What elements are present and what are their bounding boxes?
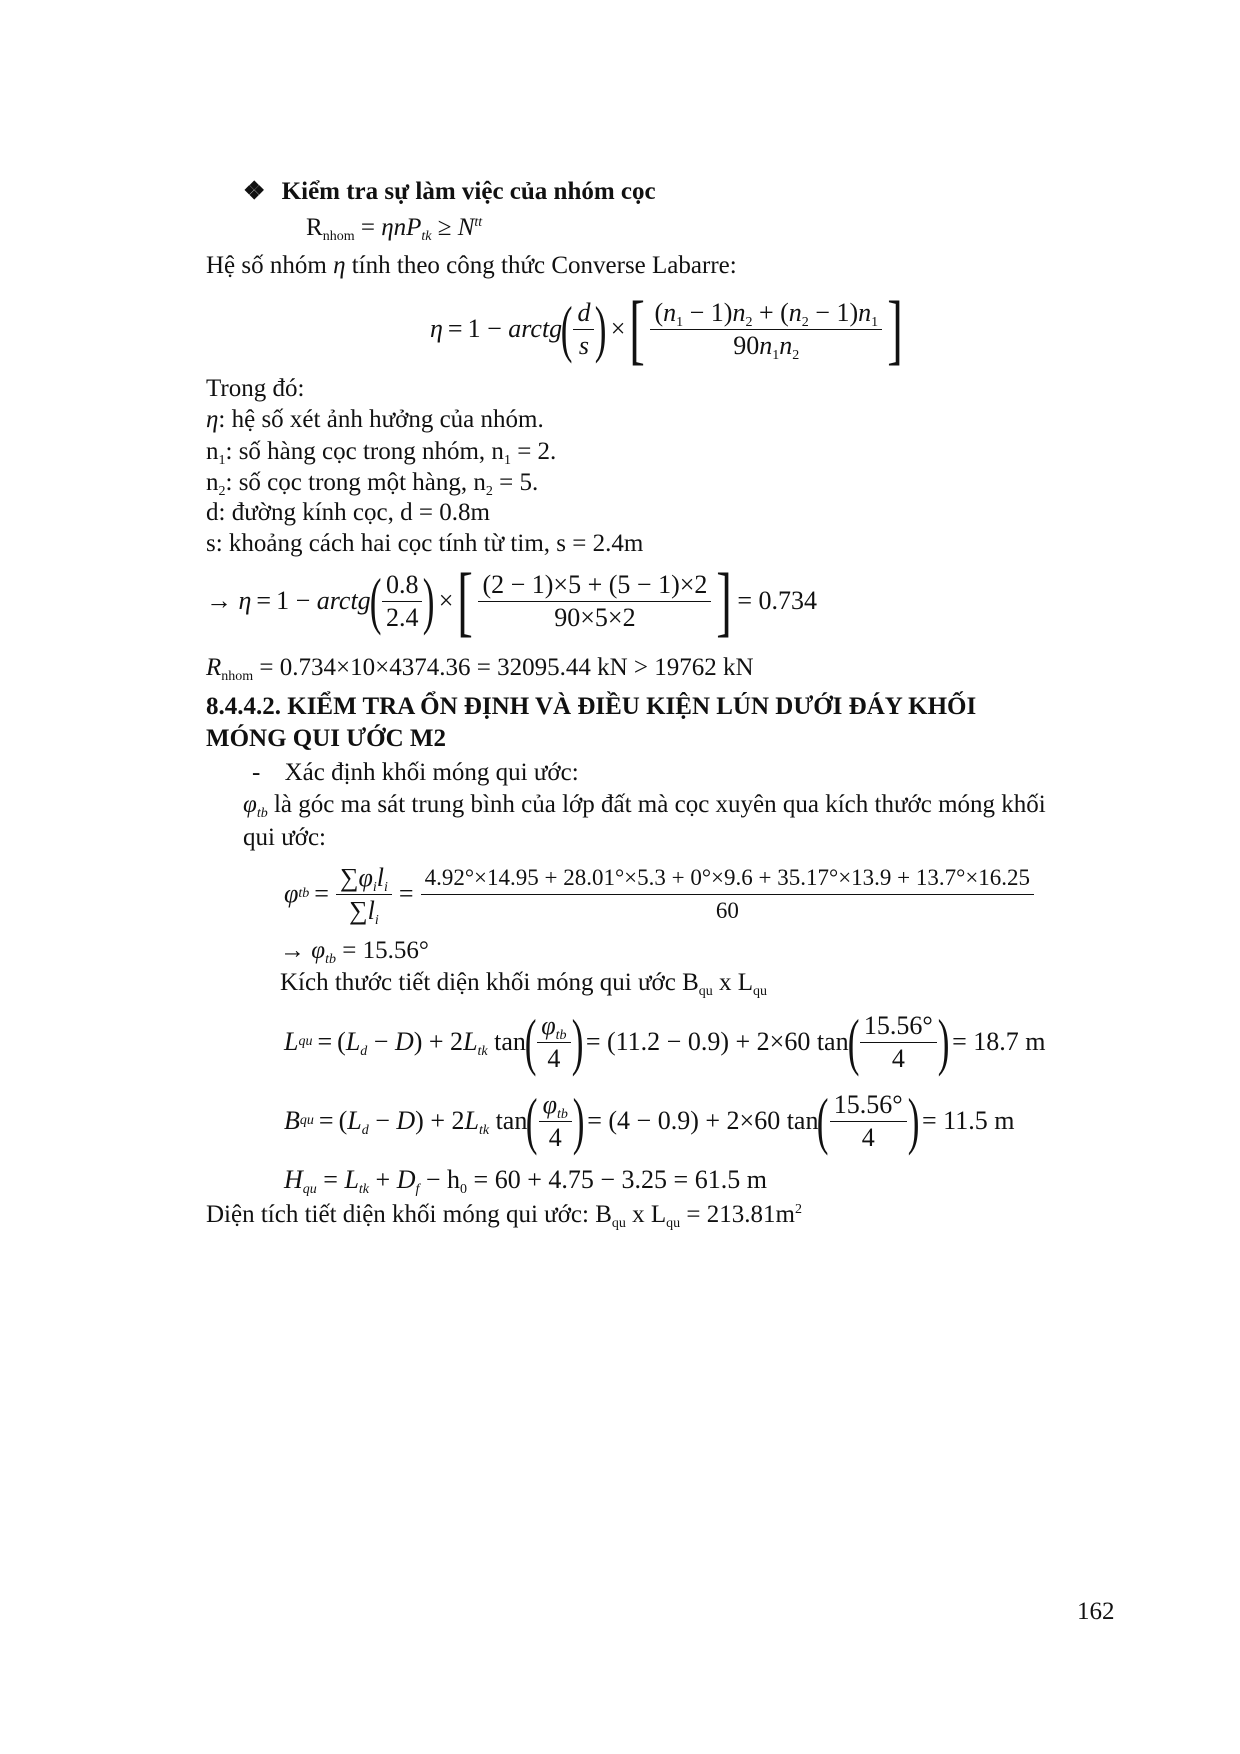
determine-text: Xác định khối móng qui ước: bbox=[284, 759, 579, 786]
intro-line bbox=[206, 250, 737, 282]
section2-title-line2: MÓNG QUI ƯỚC M2 bbox=[206, 725, 447, 752]
intro-text: Hệ số nhóm bbox=[206, 252, 327, 279]
r-nhom-result: $R_{nhom} = 0.734\times 10\times 4374.36 = 32095.44$ kN > 19762 kN bbox=[206, 654, 754, 684]
size-line: Kích thước tiết diện khối móng qui ước $B_{qu}$ x $L_{qu}$ bbox=[280, 969, 768, 999]
def-n1-text: : số hàng cọc trong nhóm, n bbox=[225, 438, 504, 465]
size-x-text: x L bbox=[712, 969, 754, 996]
phi-denominator: 60 bbox=[715, 897, 739, 923]
size-line-text: Kích thước tiết diện khối móng qui ước B bbox=[280, 969, 699, 996]
def-n1: $n_1$: số hàng cọc trong nhóm, $n_1 = 2$. bbox=[206, 438, 557, 468]
phi-desc-text: là góc ma sát trung bình của lớp đất mà cọc xuyên qua kích thước móng khối bbox=[273, 791, 1046, 818]
phi-result-text: = 15.56° bbox=[342, 937, 429, 964]
def-n2-value: = 5. bbox=[492, 469, 539, 496]
hqu-result: = 60 + 4.75 − 3.25 = 61.5 m bbox=[467, 1165, 767, 1194]
bqu-values: = (4 − 0.9) + 2×60 tan bbox=[587, 1106, 819, 1135]
intro-rest-text: tính theo công thức Converse Labarre: bbox=[351, 252, 737, 279]
diamond-bullet-icon: ❖ bbox=[243, 178, 266, 205]
area-line: Diện tích tiết diện khối móng qui ước: $B_{qu}$ x $L_{qu} = 213.81m^2$ bbox=[206, 1201, 802, 1231]
eta-calculation: → η = 1 − arctg ( $\frac{0.8}{2.4}$ ) × [ $\frac{(2 - 1)\times 5 + (5 - 1)\times 2}{90\times 5\times 2}$ ] = 0.734 bbox=[206, 557, 818, 644]
section-title: Kiểm tra sự làm việc của nhóm cọc bbox=[281, 178, 656, 205]
def-n2-text: : số cọc trong một hàng, n bbox=[225, 469, 486, 496]
phi-average-formula: φ tb = $\frac{\sum\varphi_il_i}{\sum l_i}$ = 4.92°×14.95 + 28.01°×5.3 + 0°×9.6 + 35.17°×13.9 + 13.7°×16.25 60 bbox=[284, 858, 1036, 930]
determine-line bbox=[252, 757, 579, 789]
area-result: = 213.81m bbox=[680, 1201, 795, 1228]
def-eta-text: : hệ số xét ảnh hưởng của nhóm. bbox=[218, 406, 544, 433]
converse-labarre-formula: η = 1 − arctg ( $\frac{d}{s}$ ) × [ $\frac{(n_1 - 1)n_2 + (n_2 - 1)n_1}{90n_1n_2}$ ] bbox=[430, 285, 903, 372]
phi-description-1: $\varphi_{tb}$ là góc ma sát trung bình của lớp đất mà cọc xuyên qua kích thước móng khối bbox=[243, 791, 1046, 821]
hqu-formula: $H_{qu} = L_{tk} + D_f - h_0 = 60 + 4.75 - 3.25 = 61.5$ m bbox=[284, 1165, 767, 1197]
def-n1-value: = 2. bbox=[510, 438, 557, 465]
eta-result: = 0.734 bbox=[737, 586, 818, 615]
lqu-result: = 18.7 m bbox=[952, 1027, 1046, 1056]
section2-title-line1: 8.4.4.2. KIỂM TRA ỔN ĐỊNH VÀ ĐIỀU KIỆN LÚN DƯỚI ĐÁY KHỐI bbox=[206, 693, 977, 720]
phi-numerator: 4.92°×14.95 + 28.01°×5.3 + 0°×9.6 + 35.17°×13.9 + 13.7°×16.25 bbox=[421, 863, 1034, 895]
phi-description-2: qui ước: bbox=[243, 824, 327, 851]
def-eta bbox=[206, 404, 544, 436]
eta-symbol: η bbox=[333, 252, 346, 279]
lqu-formula: L qu = $(L_d - D) + 2L_{tk}$ tan ( $\frac{\varphi_{tb}}{4}$ ) = (11.2 − 0.9) + 2×60 tan ( $\frac{15.56^\circ}{4}$ ) = 18.7 m bbox=[284, 1006, 1046, 1077]
def-n2: $n_2$: số cọc trong một hàng, $n_2 = 5$. bbox=[206, 469, 539, 499]
where-label: Trong đó: bbox=[206, 375, 305, 402]
eta-symbol: η bbox=[206, 406, 219, 433]
phi-result: → $\varphi_{tb} = 15.56^\circ$ bbox=[280, 937, 429, 967]
def-d: d: đường kính cọc, d = 0.8m bbox=[206, 499, 490, 526]
hqu-values: − h bbox=[425, 1165, 461, 1194]
group-capacity-formula: $R_{nhom} = \eta nP_{tk} \ge N^{tt}$ bbox=[306, 214, 483, 244]
section-heading bbox=[243, 176, 656, 208]
area-text: Diện tích tiết diện khối móng qui ước: B bbox=[206, 1201, 612, 1228]
bqu-result: = 11.5 m bbox=[922, 1106, 1015, 1135]
def-s: s: khoảng cách hai cọc tính từ tim, s = 2.4m bbox=[206, 530, 644, 557]
page-number: 162 bbox=[1077, 1598, 1115, 1625]
lqu-values: = (11.2 − 0.9) + 2×60 tan bbox=[585, 1027, 849, 1056]
r-result-text: = 0.734×10×4374.36 = 32095.44 kN > 19762 kN bbox=[259, 654, 754, 681]
dash-bullet-icon: - bbox=[252, 759, 261, 786]
bqu-formula: B qu = $(L_d - D) + 2L_{tk}$ tan ( $\frac{\varphi_{tb}}{4}$ ) = (4 − 0.9) + 2×60 tan ( $\frac{15.56^\circ}{4}$ ) = 11.5 m bbox=[284, 1085, 1015, 1156]
area-mid-text: x L bbox=[625, 1201, 667, 1228]
